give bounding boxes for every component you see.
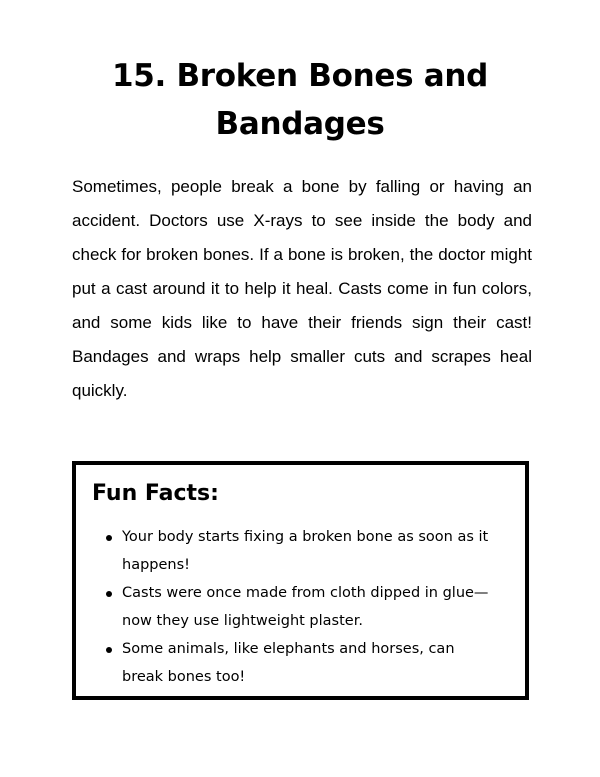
body-paragraph: Sometimes, people break a bone by falling or having an accident. Doctors use X-rays to see inside the body and check for broken bones. If a bone is broken, the doctor might put a cast around it to help it heal. Casts come in fun colors, and some kids like to have their friends sign their cast! Bandages and wraps help smaller cuts and scrapes heal quickly. — [72, 177, 532, 400]
list-item-text: Some animals, like elephants and horses, can break bones too! — [122, 641, 455, 685]
list-item-text: Your body starts fixing a broken bone as soon as it happens! — [122, 529, 489, 573]
bullet-icon — [106, 647, 112, 653]
bullet-icon — [106, 591, 112, 597]
list-item — [100, 579, 500, 635]
fun-facts-list — [100, 523, 500, 691]
bullet-icon — [106, 535, 112, 541]
fun-facts-box — [72, 461, 529, 700]
list-item-text: Casts were once made from cloth dipped in glue—now they use lightweight plaster. — [122, 585, 489, 629]
fun-facts-heading: Fun Facts: — [92, 481, 219, 506]
page-title: 15. Broken Bones and Bandages — [111, 58, 489, 142]
list-item — [100, 523, 500, 579]
list-item — [100, 635, 500, 691]
